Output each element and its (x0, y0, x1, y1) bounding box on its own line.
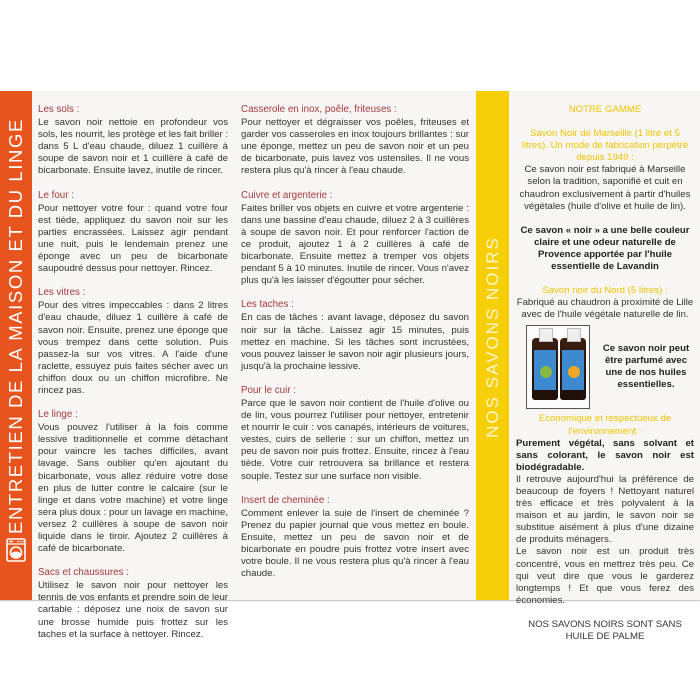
section-insert (241, 495, 469, 581)
section-title: Les sols : (38, 104, 80, 115)
marseille-body: Ce savon noir est fabriqué à Marseille selon la tradition, saponifié et cuit en chaudron exclusivement à partir d'huiles végétales (huile d'olive et huile de lin). (519, 164, 691, 212)
palm-oil-footer: NOS SAVONS NOIRS SONT SANS HUILE DE PALME (528, 618, 682, 642)
marseille-bold: Ce savon « noir » a une belle couleur claire et une odeur naturelle de Provence apportée par l'huile essentielle de Lavandin (520, 224, 690, 273)
section-body: Pour des vitres impeccables : dans 2 litres d'eau chaude, diluez 1 cuillère à café de savon noir. Ensuite, prenez une éponge que vous trempez dans cette solution. Puis passez-la sur vos vitres. A l'aide d'une raclette, essuyez puis faites sécher avec un chiffon doux ou un chiffon microfibre. Ne rincez pas. (38, 300, 228, 396)
product-row (516, 325, 694, 409)
eco-bold: Purement végétal, sans solvant et sans colorant, le savon noir est biodégradable. (516, 437, 694, 473)
essential-oil-bottles-image (526, 325, 590, 409)
marseille-title: Savon Noir de Marseille (1 litre et 5 litres). Un mode de fabrication perpétré depuis 1949 : (521, 128, 689, 164)
eco-body: Il retrouve aujourd'hui la préférence de beaucoup de foyers ! Nettoyant naturel très efficace et très polyvalent à la maison et au jardin, le savon noir se substitue aisément à plus d'une dizaine de produits ménagers. (516, 473, 694, 546)
section-body: Parce que le savon noir contient de l'huile d'olive ou de lin, vous pourrez l'utiliser pour nettoyer, entretenir et nourrir le cuir : vos canapés, intérieurs de voitures, vestes, cuirs de sellerie : sur un chiffon, mettez un peu de savon noir puis frottez. Ensuite, rincez à l'eau tiède. Votre cuir retrouvera sa brillance et restera souple. Testez sur une surface non visible. (241, 397, 469, 482)
washing-machine-icon (6, 538, 26, 562)
section-title: Cuivre et argenterie : (241, 189, 333, 201)
section-four (38, 190, 228, 276)
section-vitres (38, 287, 228, 397)
section-title: Casserole en inox, poêle, friteuses : (241, 104, 397, 115)
section-title: Le four : (38, 189, 74, 201)
bottle-icon (560, 338, 586, 400)
perfume-text: Ce savon noir peut être parfumé avec une de nos huiles essentielles. (602, 343, 690, 391)
gamme-heading: NOTRE GAMME (568, 104, 642, 115)
section-body: Pour nettoyer votre four : quand votre four est tiède, appliquez du savon noir sur les parties encrassées. Laissez agir pendant une nuit, puis le lendemain prenez une éponge avec un peu de bicarbonate saupoudré dessus pour nettoyer. Rincez. (38, 202, 228, 275)
section-body: Comment enlever la suie de l'insert de cheminée ? Prenez du papier journal que vous mettez en boule. Ensuite, mettez un peu de savon noir et de bicarbonate en poudre puis frottez votre insert avec votre boule. Il ne vous restera plus qu'à rincer à l'eau chaude. (241, 507, 469, 580)
column-gamme (516, 104, 694, 643)
bottle-icon (532, 338, 558, 400)
section-title: Les taches : (241, 299, 294, 311)
section-cuivre (241, 190, 469, 288)
section-body: Le savon noir nettoie en profondeur vos sols, les nourrit, les protège et les fait briller : dans 5 L d'eau chaude, diluez 1 cuillère à soupe de savon noir et 1 cuillère à café de bicarbonate. Ensuite lavez, inutile de rincer. (38, 117, 228, 177)
section-sacs-chaussures (38, 567, 228, 641)
nord-body: Fabriqué au chaudron à proximité de Lille avec de l'huile végétale naturelle de lin. (516, 297, 694, 321)
section-body: Faites briller vos objets en cuivre et votre argenterie : dans une bassine d'eau chaude, diluez 2 à 3 cuillères à soupe de savon noir. Et pour renforcer l'action de ce produit, ajoutez 1 à 2 cuillères à café de bicarbonate. Ensuite mettez à tremper vos objets pendant 5 à 10 minutes. Inutile de rincer. Vous n'avez plus qu'à les laisser d'égoutter pour sécher. (241, 202, 469, 287)
section-title: Insert de cheminée : (241, 494, 330, 506)
nord-title: Savon noir du Nord (5 litres) : (542, 285, 668, 297)
brochure-page (0, 91, 700, 642)
section-title: Les vitres : (38, 287, 86, 299)
column-maison (38, 104, 228, 653)
section-casserole (241, 104, 469, 178)
section-sols (38, 104, 228, 178)
section-title: Sacs et chaussures : (38, 567, 129, 579)
column-cuisine (241, 104, 469, 592)
section-linge (38, 409, 228, 555)
savons-noirs-band (476, 91, 509, 600)
section-body: Vous pouvez l'utiliser à la fois comme lessive traditionnelle et comme détachant pour vaincre les taches difficiles, avant lavage. Sans oublier qu'en ajoutant du bicarbonate, vous allez réduire votre dose en plus de lutter contre le calcaire (sur le linge et dans votre machine) et votre linge sera plus doux : pour un lavage en machine, versez 2 cuillères à soupe de savon noir liquide dans le tiroir. Ajoutez 2 cuillères à café de bicarbonate. (38, 422, 228, 555)
section-title: Pour le cuir : (241, 384, 296, 396)
section-title: Le linge : (38, 409, 78, 421)
maison-linge-band (0, 91, 32, 600)
band-title-savons: NOS SAVONS NOIRS (482, 236, 502, 438)
section-body: Pour nettoyer et dégraisser vos poêles, friteuses et garder vos casseroles en inox toujours brillantes : sur une éponge, mettez un peu de savon noir et un peu de bicarbonate, puis lavez vos ustensiles. Il ne vous restera plus qu'à rincer à l'eau chaude. (241, 117, 469, 177)
section-cuir (241, 385, 469, 483)
band-title-entretien: ENTRETIEN DE LA MAISON ET DU LINGE (5, 118, 26, 534)
section-taches (241, 299, 469, 373)
eco-title: Economique et respectueux de l'environnement : (538, 413, 672, 437)
section-body: En cas de tâches : avant lavage, déposez du savon noir sur la tâche. Laissez agir 15 minutes, puis mettez en machine. Si les tâches sont incrustées, vous pouvez laisser le savon noir agir plusieurs jours, jusqu'à la prochaine lessive. (241, 312, 469, 372)
section-body: Utilisez le savon noir pour nettoyer les tennis de vos enfants et prendre soin de leur cartable : déposez une noix de savon sur une brosse humide puis frottez sur les taches et la surface à nettoyer. Rincez. (38, 580, 228, 640)
eco-body-2: Le savon noir est un produit très concentré, vous en mettrez très peu. Ce qui veut dire que vous le garderez longtemps ! Et que vous ferez des économies. (516, 546, 694, 606)
